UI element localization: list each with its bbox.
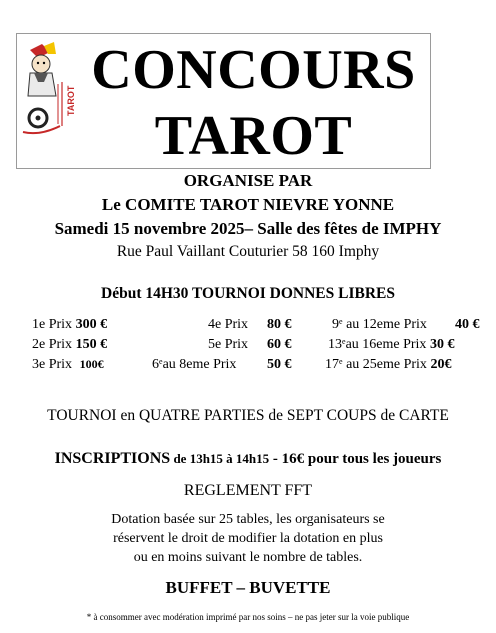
prize-1: 1e Prix 300 € <box>32 317 108 332</box>
tarot-logo <box>20 40 82 148</box>
dotation-line-3: ou en moins suivant le nombre de tables. <box>133 550 363 565</box>
organise-par: ORGANISE PAR <box>183 171 313 190</box>
dotation-line-1: Dotation basée sur 25 tables, les organisateurs se <box>111 512 385 527</box>
prize-6-8: 6eau 8eme Prix <box>152 357 237 372</box>
prize-5-value: 60 € <box>267 337 292 352</box>
buffet-buvette: BUFFET – BUVETTE <box>165 578 331 597</box>
inscriptions-price: - 16€ pour tous les joueurs <box>269 451 442 467</box>
prize-3: 3e Prix 100€ <box>32 357 104 372</box>
prize-5: 5e Prix <box>208 337 249 352</box>
prize-4: 4e Prix <box>208 317 249 332</box>
prize-4-value: 80 € <box>267 317 292 332</box>
prize-17-25: 17e au 25eme Prix 20€ <box>325 357 452 372</box>
prize-9-12: 9e au 12eme Prix <box>332 317 427 332</box>
prize-2: 2e Prix 150 € <box>32 337 108 352</box>
tournament-format: TOURNOI en QUATRE PARTIES de SEPT COUPS de CARTE <box>47 407 449 424</box>
prize-6-8-value: 50 € <box>267 357 292 372</box>
address: Rue Paul Vaillant Couturier 58 160 Imphy <box>116 243 380 260</box>
logo-text: TAROT <box>66 85 76 116</box>
inscriptions <box>0 450 496 468</box>
footer-note: * à consommer avec modération imprimé par nos soins – ne pas jeter sur la voie publique <box>86 612 410 622</box>
organiser-name: Le COMITE TAROT NIEVRE YONNE <box>101 195 395 214</box>
prize-9-12-value: 40 € <box>455 317 480 332</box>
title-tarot: TAROT <box>154 105 353 167</box>
dotation-line-2: réservent le droit de modifier la dotation en plus <box>113 531 383 546</box>
prize-13-16: 13eau 16eme Prix 30 € <box>328 337 455 352</box>
tournament-start: Début 14H30 TOURNOI DONNES LIBRES <box>101 285 395 302</box>
title-concours: CONCOURS <box>91 39 416 101</box>
inscriptions-hours: de 13h15 à 14h15 <box>170 451 270 466</box>
date-venue: Samedi 15 novembre 2025– Salle des fêtes de IMPHY <box>54 219 442 238</box>
reglement: REGLEMENT FFT <box>183 482 313 499</box>
inscriptions-label: INSCRIPTIONS <box>54 450 171 467</box>
